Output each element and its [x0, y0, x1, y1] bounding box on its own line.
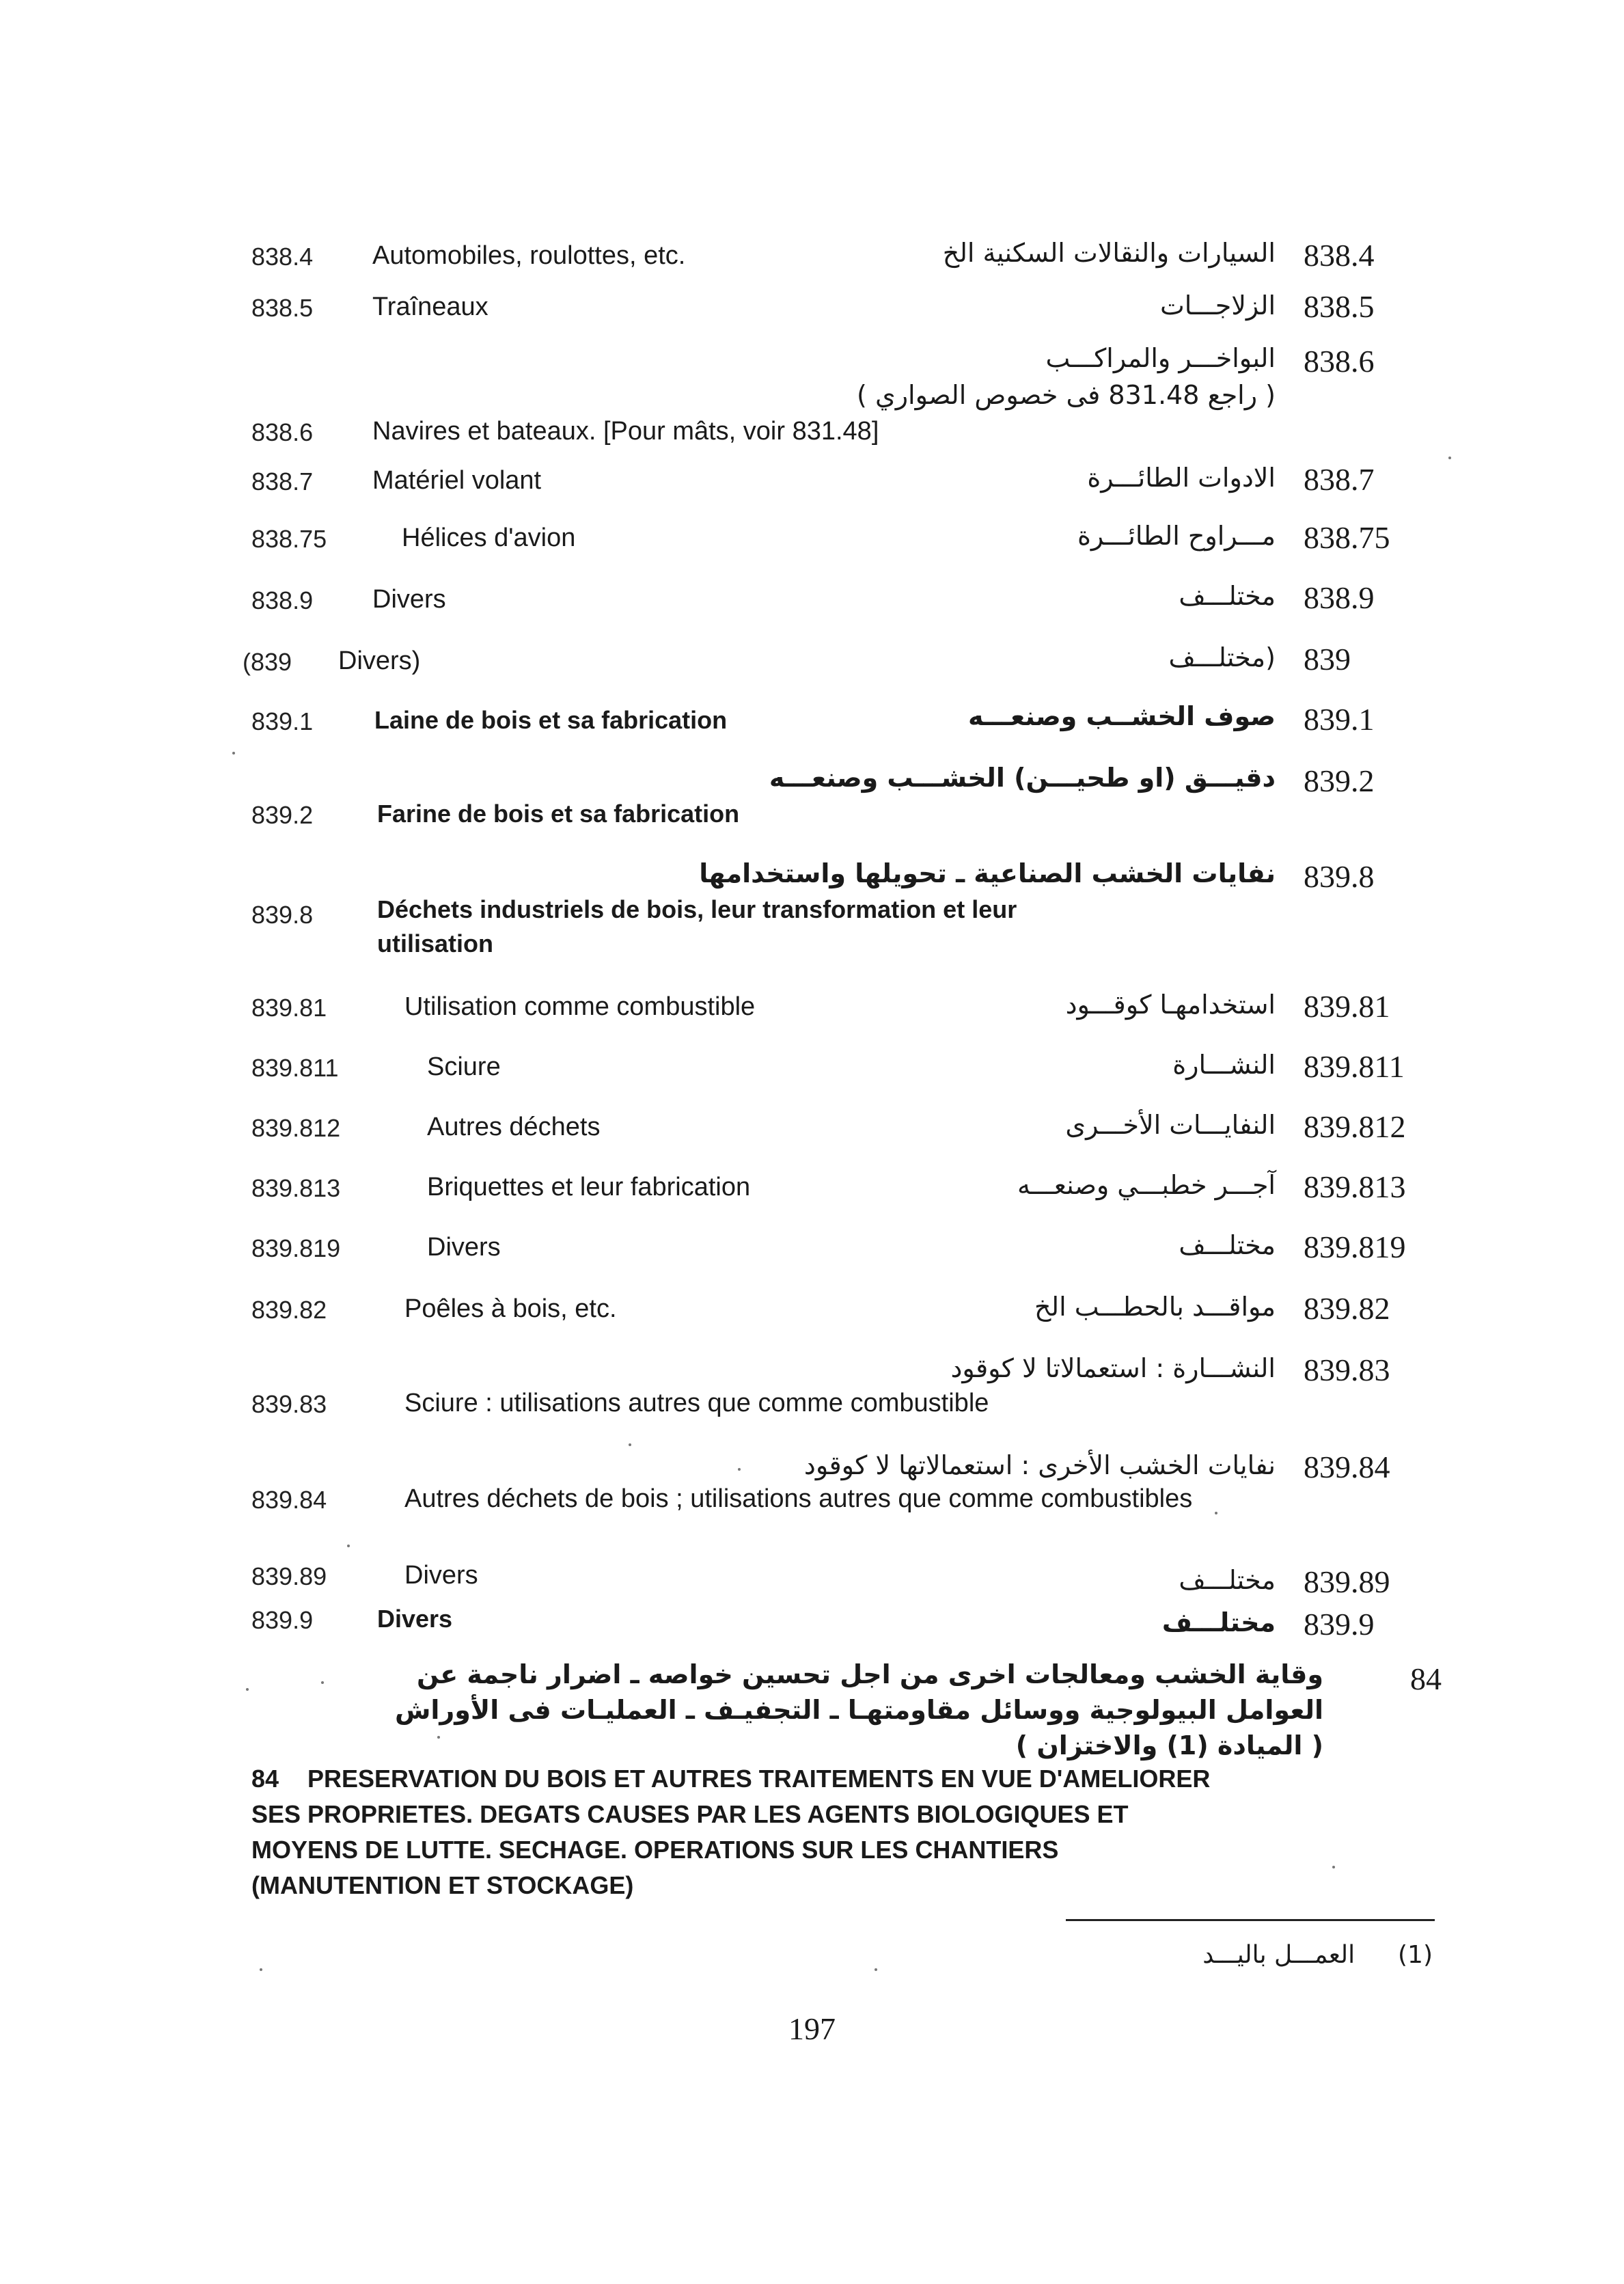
entry-number-ar: 838.7: [1304, 462, 1375, 497]
entry-label-ar: مختلـــف: [1179, 581, 1276, 611]
entry-label-ar: مواقـــد بالحطـــب الخ: [1034, 1292, 1276, 1322]
scan-speck: [875, 1968, 877, 1971]
entry-number: 838.5: [251, 294, 314, 322]
entry-number: 838.4: [251, 243, 314, 271]
scan-speck: [738, 1468, 741, 1471]
footnote-marker: (1): [1398, 1941, 1433, 1969]
section-title-ar: وقاية الخشب ومعالجات اخرى من اجل تحسين خواصه ـ اضرار ناجمة عن العوامل البيولوجية ووسائل مقاومتهـا ـ التجفيـف ـ العمليـات فى الأوراش ( الميادة (1) والاختزان ): [394, 1659, 1323, 1760]
entry-number-ar: 839.82: [1304, 1291, 1390, 1326]
entry-label-fr: Navires et bateaux. [Pour mâts, voir 831.48]: [372, 417, 879, 446]
entry-label-fr: Laine de bois et sa fabrication: [374, 706, 728, 734]
entry-label-ar: (مختلـــف: [1168, 642, 1276, 672]
entry-label-fr: Divers): [338, 647, 421, 675]
entry-label-fr: Divers: [377, 1605, 453, 1633]
entry-label-fr: Autres déchets de bois ; utilisations autres que comme combustibles: [404, 1484, 1193, 1513]
entry-label-ar: النشـــارة : استعمالاتا لا كوقود: [950, 1353, 1276, 1383]
entry-number: 839.812: [251, 1114, 341, 1142]
footnote-divider: [1066, 1919, 1435, 1921]
entry-number: 839.82: [251, 1296, 327, 1324]
footnote: [1202, 1941, 1433, 1969]
entry-label-fr: Sciure : utilisations autres que comme combustible: [404, 1389, 989, 1417]
footnote-text: العمـــل باليـــد: [1202, 1941, 1355, 1969]
entry-label-ar: مـــراوح الطائـــرة: [1077, 521, 1276, 551]
entry-number-ar: 838.75: [1304, 520, 1390, 555]
section-number: 84: [251, 1765, 279, 1793]
entry-label-fr: Matériel volant: [372, 466, 542, 495]
entry-label-ar: النشـــارة: [1172, 1050, 1276, 1080]
entry-label-ar: صوف الخشــب وصنعـــه: [967, 701, 1276, 731]
page-number: 197: [788, 2011, 836, 2046]
entry-number-ar: 839: [1304, 642, 1351, 677]
entry-number-ar: 839.9: [1304, 1607, 1375, 1642]
entry-label-ar: الادوات الطائـــرة: [1087, 463, 1276, 493]
entry-label-fr: Farine de bois et sa fabrication: [377, 800, 740, 828]
entry-number-ar: 839.84: [1304, 1450, 1390, 1484]
entry-number: 839.1: [251, 707, 314, 735]
entry-label-ar: مختلـــف: [1179, 1230, 1276, 1260]
entry-label-fr: Briquettes et leur fabrication: [427, 1173, 751, 1201]
entry-number: 838.7: [251, 467, 314, 495]
section-number-ar: 84: [1410, 1661, 1442, 1696]
entry-label-fr: Poêles à bois, etc.: [404, 1294, 617, 1323]
entry-number: 839.84: [251, 1486, 327, 1514]
entry-number-ar: 838.5: [1304, 289, 1375, 324]
entry-note-ar: ( راجع 831.48 فى خصوص الصواري ): [857, 380, 1276, 410]
entry-label-fr: Divers: [372, 585, 446, 614]
entry-label-ar: البواخـــر والمراكـــب: [1045, 343, 1276, 373]
entry-label-fr: Autres déchets: [427, 1113, 601, 1141]
entry-number: 838.6: [251, 418, 314, 446]
entry-label-fr: Déchets industriels de bois, leur transformation et leur utilisation: [377, 895, 1017, 957]
entry-number-ar: 838.6: [1304, 344, 1375, 379]
scan-speck: [1448, 457, 1451, 459]
entry-label-ar: النفايـــات الأخـــرى: [1065, 1110, 1276, 1140]
entry-number-ar: 839.8: [1304, 859, 1375, 894]
scan-speck: [260, 1968, 262, 1971]
entry-label-fr: Hélices d'avion: [402, 524, 576, 552]
entry-label-ar: السيارات والنقالات السكنية الخ: [942, 238, 1276, 268]
entry-number-ar: 838.9: [1304, 580, 1375, 615]
entry-number: 839.811: [251, 1054, 339, 1082]
entry-number-ar: 839.81: [1304, 989, 1390, 1024]
scan-speck: [246, 1688, 249, 1691]
entry-number-ar: 839.812: [1304, 1109, 1406, 1144]
scan-speck: [1332, 1866, 1335, 1868]
scan-speck: [232, 752, 235, 754]
section-title-text: PRESERVATION DU BOIS ET AUTRES TRAITEMENTS EN VUE D'AMELIORER SES PROPRIETES. DEGATS CAUSES PAR LES AGENTS BIOLOGIQUES ET MOYENS DE LUTTE. SECHAGE. OPERATIONS SUR LES CHANTIERS (MANUTENTION ET STOCKAGE): [251, 1765, 1211, 1899]
scan-speck: [1215, 1512, 1217, 1514]
entry-number: 839.2: [251, 801, 314, 829]
entry-label-ar: دقيـــق (او طحيـــن) الخشـــب وصنعـــه: [769, 763, 1276, 793]
entry-number: 839.9: [251, 1606, 314, 1634]
entry-label-ar: نفايات الخشب الصناعية ـ تحويلها واستخدامها: [699, 858, 1276, 888]
entry-number: 839.81: [251, 994, 327, 1022]
entry-number-ar: 839.2: [1304, 763, 1375, 798]
entry-number-ar: 839.89: [1304, 1564, 1390, 1599]
entry-label-fr: Divers: [427, 1233, 501, 1262]
entry-number: 839.89: [251, 1562, 327, 1590]
entry-label-fr: Sciure: [427, 1052, 501, 1081]
section-title-fr: [251, 1761, 1235, 1903]
entry-label-fr: Utilisation comme combustible: [404, 992, 756, 1021]
entry-label-ar: الزلاجـــات: [1159, 290, 1276, 321]
entry-number-ar: 838.4: [1304, 238, 1375, 273]
entry-number: (839: [243, 648, 292, 676]
entry-number: 839.83: [251, 1390, 327, 1418]
scan-speck: [629, 1443, 631, 1446]
entry-label-ar: نفايات الخشب الأخرى : استعمالاتها لا كوقود: [803, 1450, 1276, 1480]
entry-number: 838.75: [251, 525, 327, 553]
entry-number-ar: 839.811: [1304, 1049, 1405, 1084]
entry-label-ar: مختلـــف: [1179, 1565, 1276, 1595]
entry-label-ar: مختلـــف: [1161, 1607, 1276, 1637]
scan-speck: [321, 1681, 324, 1684]
entry-number: 839.819: [251, 1234, 341, 1262]
entry-label-fr: Divers: [404, 1561, 478, 1590]
entry-number: 839.8: [251, 901, 314, 929]
scan-speck: [347, 1545, 350, 1547]
entry-label-fr: Automobiles, roulottes, etc.: [372, 241, 686, 270]
entry-label-ar: آجـــر خطبـــي وصنعـــه: [1017, 1170, 1276, 1200]
entry-number-ar: 839.83: [1304, 1352, 1390, 1387]
entry-number-ar: 839.1: [1304, 702, 1375, 737]
entry-label-fr: Traîneaux: [372, 293, 488, 321]
entry-number-ar: 839.819: [1304, 1229, 1406, 1264]
scan-speck: [437, 1736, 440, 1739]
entry-number-ar: 839.813: [1304, 1169, 1406, 1204]
entry-number: 838.9: [251, 586, 314, 614]
entry-label-ar: استخدامهـا كوقـــود: [1065, 990, 1276, 1020]
entry-number: 839.813: [251, 1174, 341, 1202]
